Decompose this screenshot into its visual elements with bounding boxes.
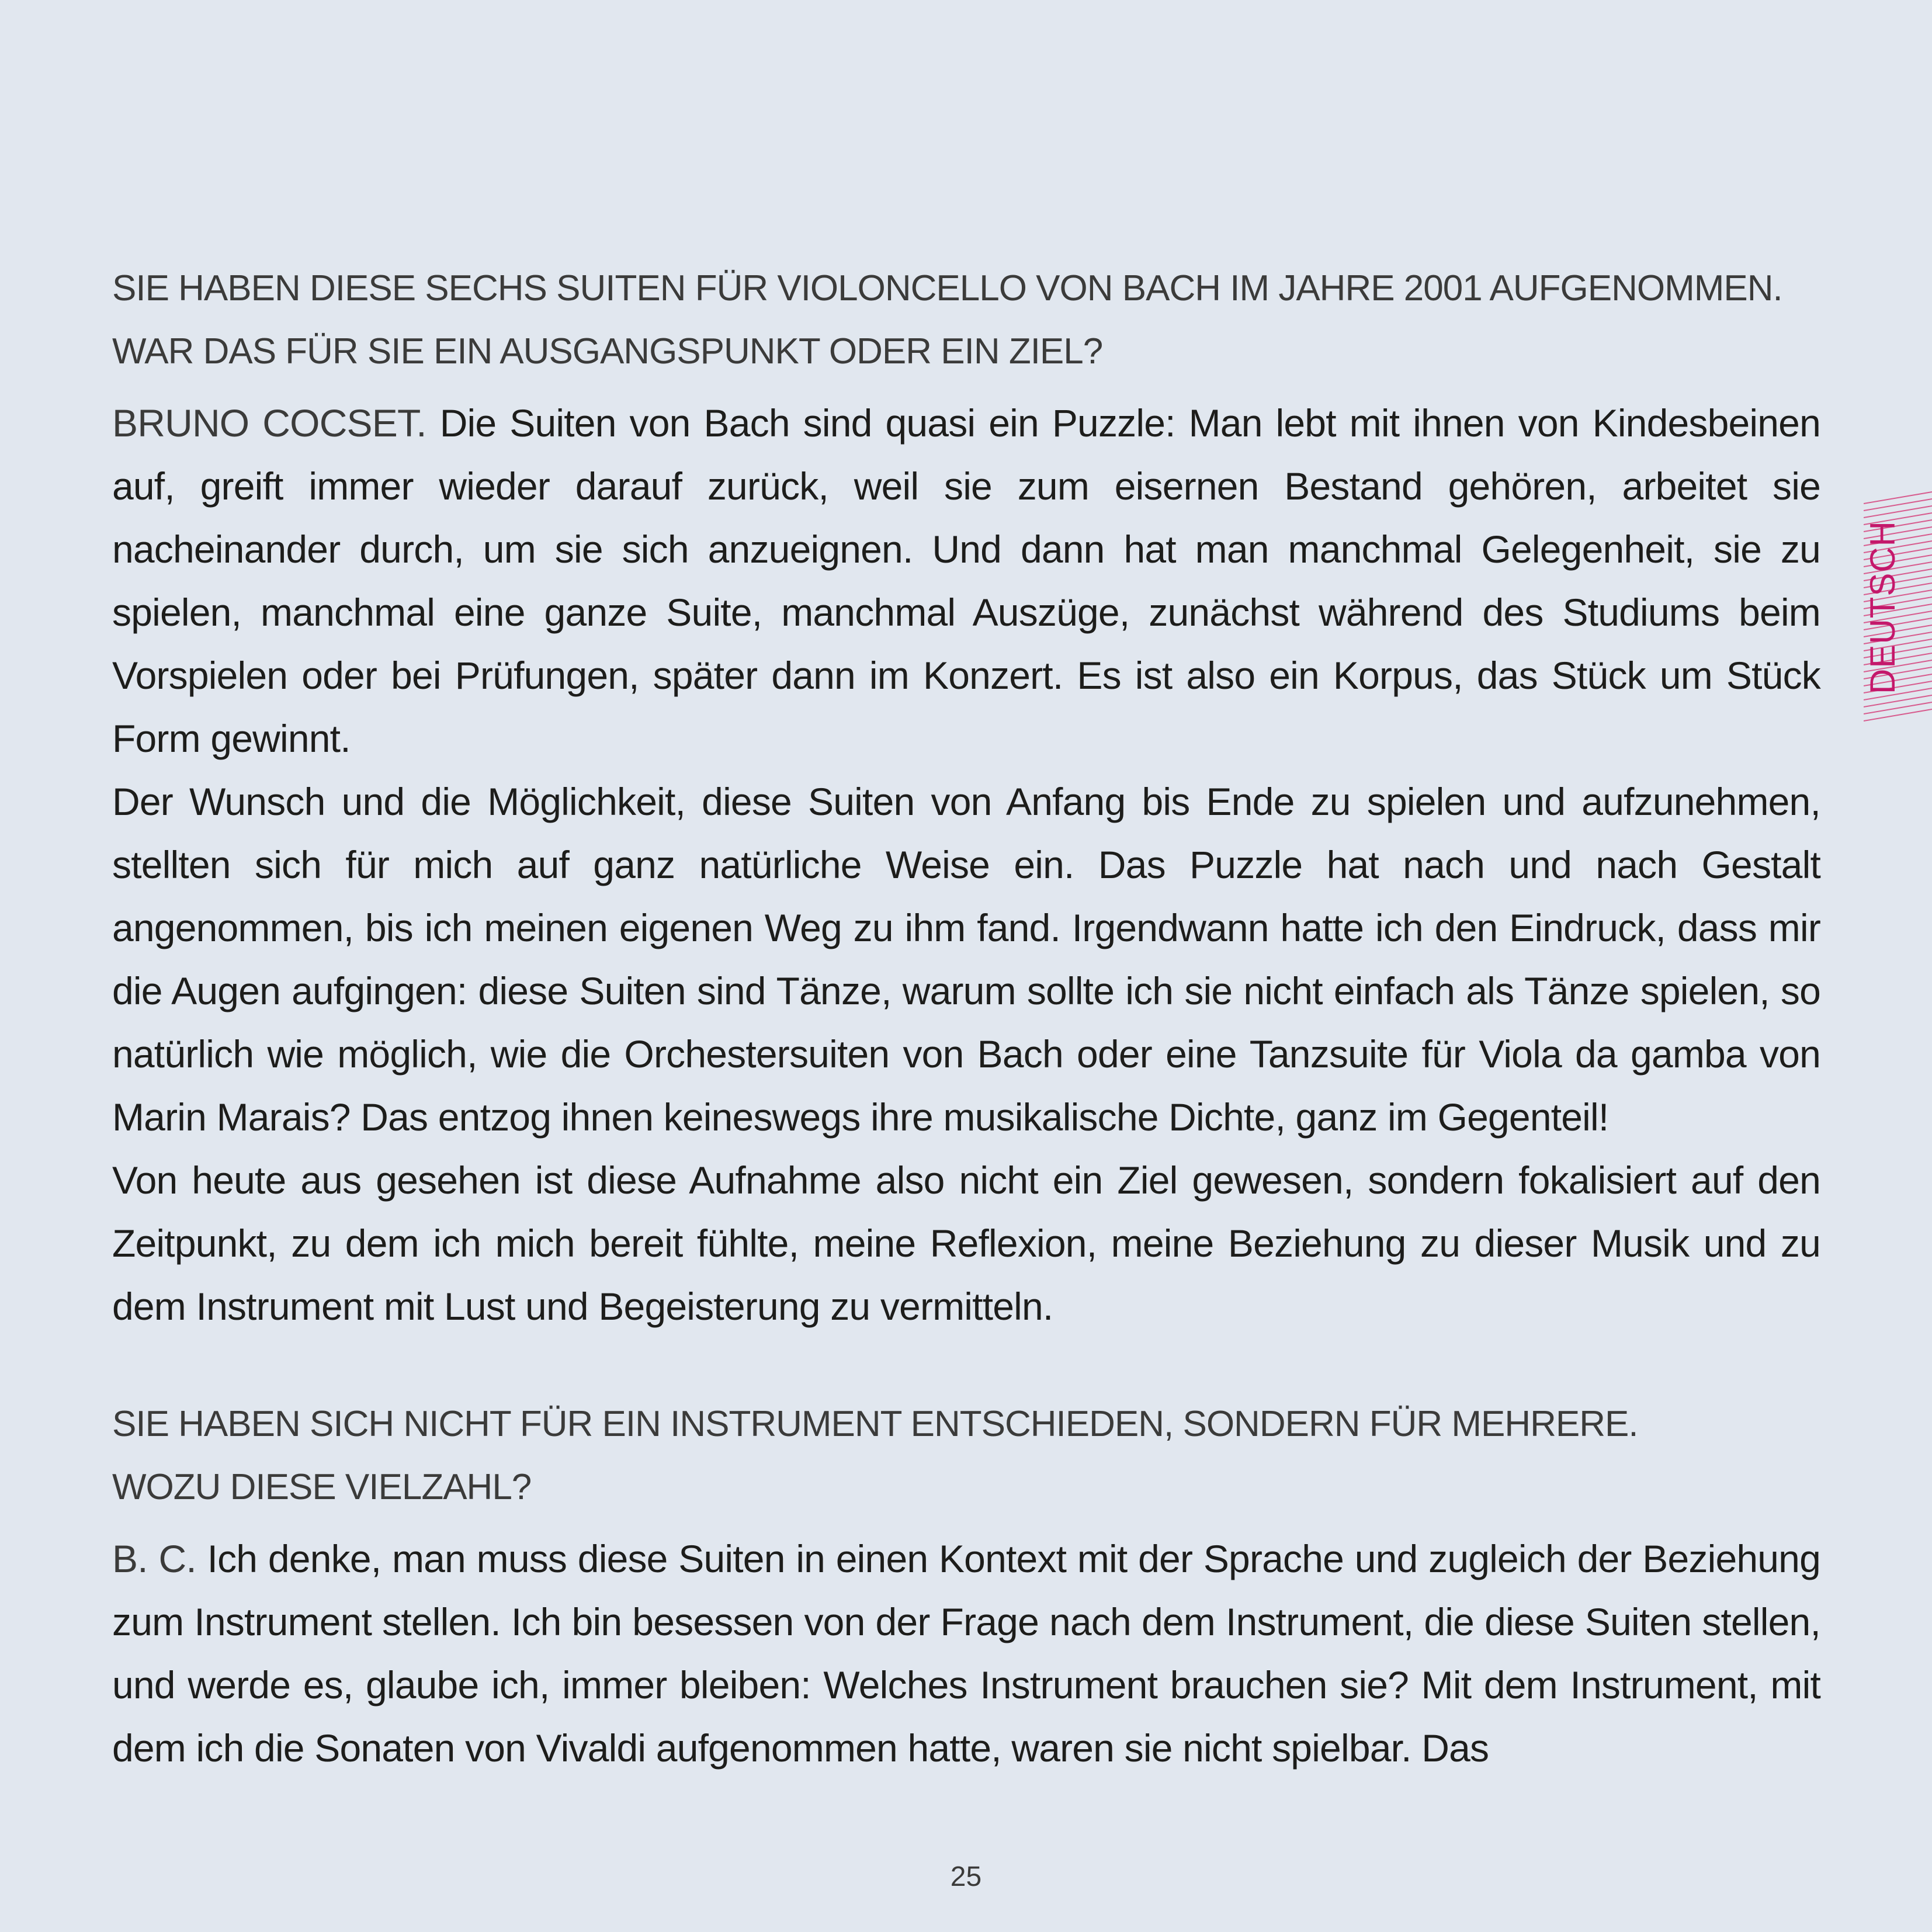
answer-2-paragraph-1-text: Ich denke, man muss diese Suiten in einen Kontext mit der Sprache und zugleich der Beziehung zum Instrument stellen. Ich bin besessen von der Frage nach dem Instrument, die diese Suiten stellen, und werde es, glaube ich, immer bleiben: Welches Instrument brauchen sie? Mit dem Instrument, mit dem ich die Sonaten von Vivaldi aufgenommen hatte, waren sie nicht spielbar. Das	[112, 1537, 1820, 1770]
question-1	[112, 257, 1820, 383]
question-2	[112, 1393, 1820, 1519]
answer-1-paragraph-1	[112, 391, 1820, 770]
answer-1-paragraph-2: Der Wunsch und die Möglichkeit, diese Suiten von Anfang bis Ende zu spielen und aufzunehmen, stellten sich für mich auf ganz natürliche Weise ein. Das Puzzle hat nach und nach Gestalt angenommen, bis ich meinen eigenen Weg zu ihm fand. Irgendwann hatte ich den Eindruck, dass mir die Augen aufgingen: diese Suiten sind Tänze, warum sollte ich sie nicht einfach als Tänze spielen, so natürlich wie möglich, wie die Orchestersuiten von Bach oder eine Tanzsuite für Viola da gamba von Marin Marais? Das entzog ihnen keineswegs ihre musikalische Dichte, ganz im Gegenteil!	[112, 780, 1820, 1139]
answer-2	[112, 1527, 1820, 1780]
question-2-line-1: SIE HABEN SICH NICHT FÜR EIN INSTRUMENT ENTSCHIEDEN, SONDERN FÜR MEHRERE.	[112, 1404, 1638, 1444]
question-2-line-2: WOZU DIESE VIELZAHL?	[112, 1467, 532, 1507]
question-1-line-2: WAR DAS FÜR SIE EIN AUSGANGSPUNKT ODER EIN ZIEL?	[112, 331, 1103, 372]
page-number: 25	[950, 1861, 982, 1892]
answer-2-paragraph-1	[112, 1527, 1820, 1780]
question-1-line-1: SIE HABEN DIESE SECHS SUITEN FÜR VIOLONCELLO VON BACH IM JAHRE 2001 AUFGENOMMEN.	[112, 268, 1782, 308]
language-tab-label: DEUTSCH	[1863, 520, 1902, 694]
speaker-name: BRUNO COCSET.	[112, 401, 426, 445]
answer-1-paragraph-3: Von heute aus gesehen ist diese Aufnahme also nicht ein Ziel gewesen, sondern fokalisiert auf den Zeitpunkt, zu dem ich mich bereit fühlte, meine Reflexion, meine Beziehung zu dieser Musik und zu dem Instrument mit Lust und Begeisterung zu vermitteln.	[112, 1158, 1820, 1328]
interview-text	[112, 257, 1820, 1780]
answer-1-paragraph-1-text: Die Suiten von Bach sind quasi ein Puzzle: Man lebt mit ihnen von Kindesbeinen auf, greift immer wieder darauf zurück, weil sie zum eisernen Bestand gehören, arbeitet sie nacheinander durch, um sie sich anzueignen. Und dann hat man manchmal Gelegenheit, sie zu spielen, manchmal eine ganze Suite, manchmal Auszüge, zunächst während des Studiums beim Vorspielen oder bei Prüfungen, später dann im Konzert. Es ist also ein Korpus, das Stück um Stück Form gewinnt.	[112, 401, 1820, 760]
speaker-initials: B. C.	[112, 1537, 196, 1580]
answer-1	[112, 391, 1820, 1338]
